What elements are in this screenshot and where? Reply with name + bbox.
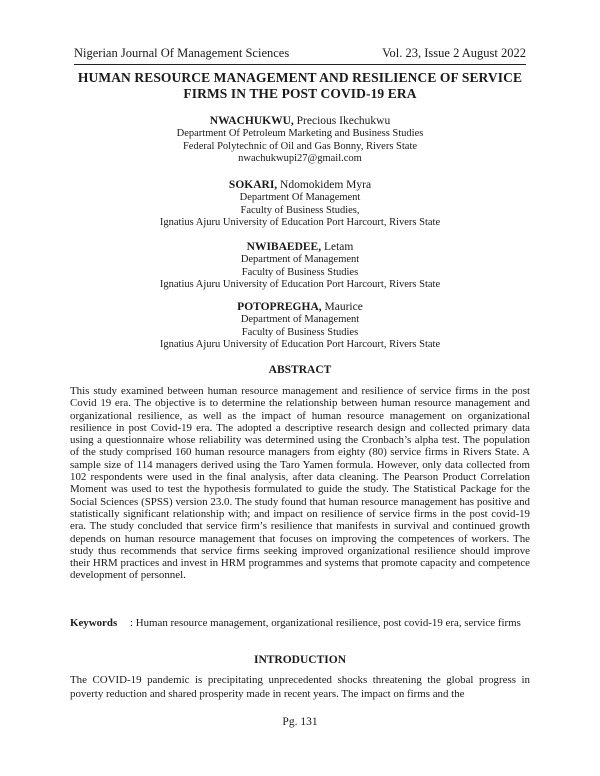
author-block — [60, 240, 540, 292]
author-email: nwachukwupi27@gmail.com — [238, 153, 362, 164]
author-affiliation: Ignatius Ajuru University of Education Port Harcourt, Rivers State — [159, 279, 441, 290]
abstract-body: This study examined between human resource management and resilience of service firms in the post Covid 19 era. The objective is to determine the relationship between human resource management and organizational resilience, as well as the impact of human resource management on organizational resilience in post Covid-19 era. The adopted a descriptive research design and collected primary data using a questionnaire whose reliability was determined using the Cronbach’s alpha test. The population of the study comprised 160 human resource managers from eighty (80) service firms in Rivers State. A sample size of 114 managers derived using the Taro Yamen formula. However, only data collected from 102 respondents were used in the final analysis, after data cleaning. The Pearson Product Correlation Moment was used to test the hypothesis formulated to guide the study. The Statistical Package for the Social Sciences (SPSS) version 23.0. The study found that human resource management has positive and statistically significant relationship with; and impact on resilience of service firms in the post covid-19 era. The study concluded that service firm’s resilience that manifests in survival and continued growth depends on human resource management that focuses on improving the competences of workers. The study thus recommends that service firms seeking improved organizational resilience should improve their HRM practices and invest in HRM programmes and systems that promote capacity and competence development of personnel. — [70, 385, 530, 582]
introduction-heading: INTRODUCTION — [253, 654, 346, 666]
author-given-name: Letam — [323, 241, 354, 253]
author-block — [60, 114, 540, 166]
introduction-body: The COVID-19 pandemic is precipitating unprecedented shocks threatening the global progress in poverty reduction and shared prosperity made in recent years. The impact on firms and the — [70, 674, 530, 700]
author-surname: POTOPREGHA, — [237, 301, 322, 313]
author-affiliation: Ignatius Ajuru University of Education Port Harcourt, Rivers State — [159, 339, 441, 350]
author-affiliation: Department Of Management — [239, 192, 361, 203]
author-name — [60, 240, 540, 254]
abstract-heading: ABSTRACT — [268, 364, 332, 376]
author-affiliation: Department of Management — [240, 314, 360, 325]
author-name — [60, 114, 540, 128]
author-affiliation: Faculty of Business Studies, — [240, 204, 360, 216]
author-block — [60, 178, 540, 230]
running-header — [74, 46, 526, 64]
author-name — [60, 178, 540, 192]
author-surname: NWIBAEDEE, — [246, 241, 322, 253]
author-given-name: Precious Ikechukwu — [296, 115, 391, 127]
author-surname: SOKARI, — [228, 179, 278, 191]
issue-info: Vol. 23, Issue 2 August 2022 — [382, 46, 526, 60]
keywords-text: : Human resource management, organizational resilience, post covid-19 era, service firms — [130, 617, 521, 629]
author-affiliation: Faculty of Business Studies — [241, 326, 359, 338]
title-line-2: FIRMS IN THE POST COVID-19 ERA — [183, 86, 417, 101]
author-block — [60, 300, 540, 352]
author-affiliation: Faculty of Business Studies — [241, 266, 359, 278]
author-affiliation: Department Of Petroleum Marketing and Business Studies — [176, 128, 424, 139]
author-affiliation: Ignatius Ajuru University of Education Port Harcourt, Rivers State — [159, 217, 441, 228]
author-given-name: Ndomokidem Myra — [280, 179, 372, 191]
author-given-name: Maurice — [324, 301, 363, 313]
journal-name: Nigerian Journal Of Management Sciences — [74, 46, 290, 60]
header-rule — [74, 64, 526, 65]
author-surname: NWACHUKWU, — [209, 115, 294, 127]
author-name — [60, 300, 540, 314]
author-affiliation: Department of Management — [240, 254, 360, 265]
title-line-1: HUMAN RESOURCE MANAGEMENT AND RESILIENCE OF SERVICE — [77, 70, 523, 85]
page-number: Pg. 131 — [282, 716, 318, 728]
paper-title — [74, 70, 526, 102]
keywords-label: Keywords — [70, 617, 118, 629]
author-affiliation: Federal Polytechnic of Oil and Gas Bonny, Rivers State — [182, 140, 418, 152]
